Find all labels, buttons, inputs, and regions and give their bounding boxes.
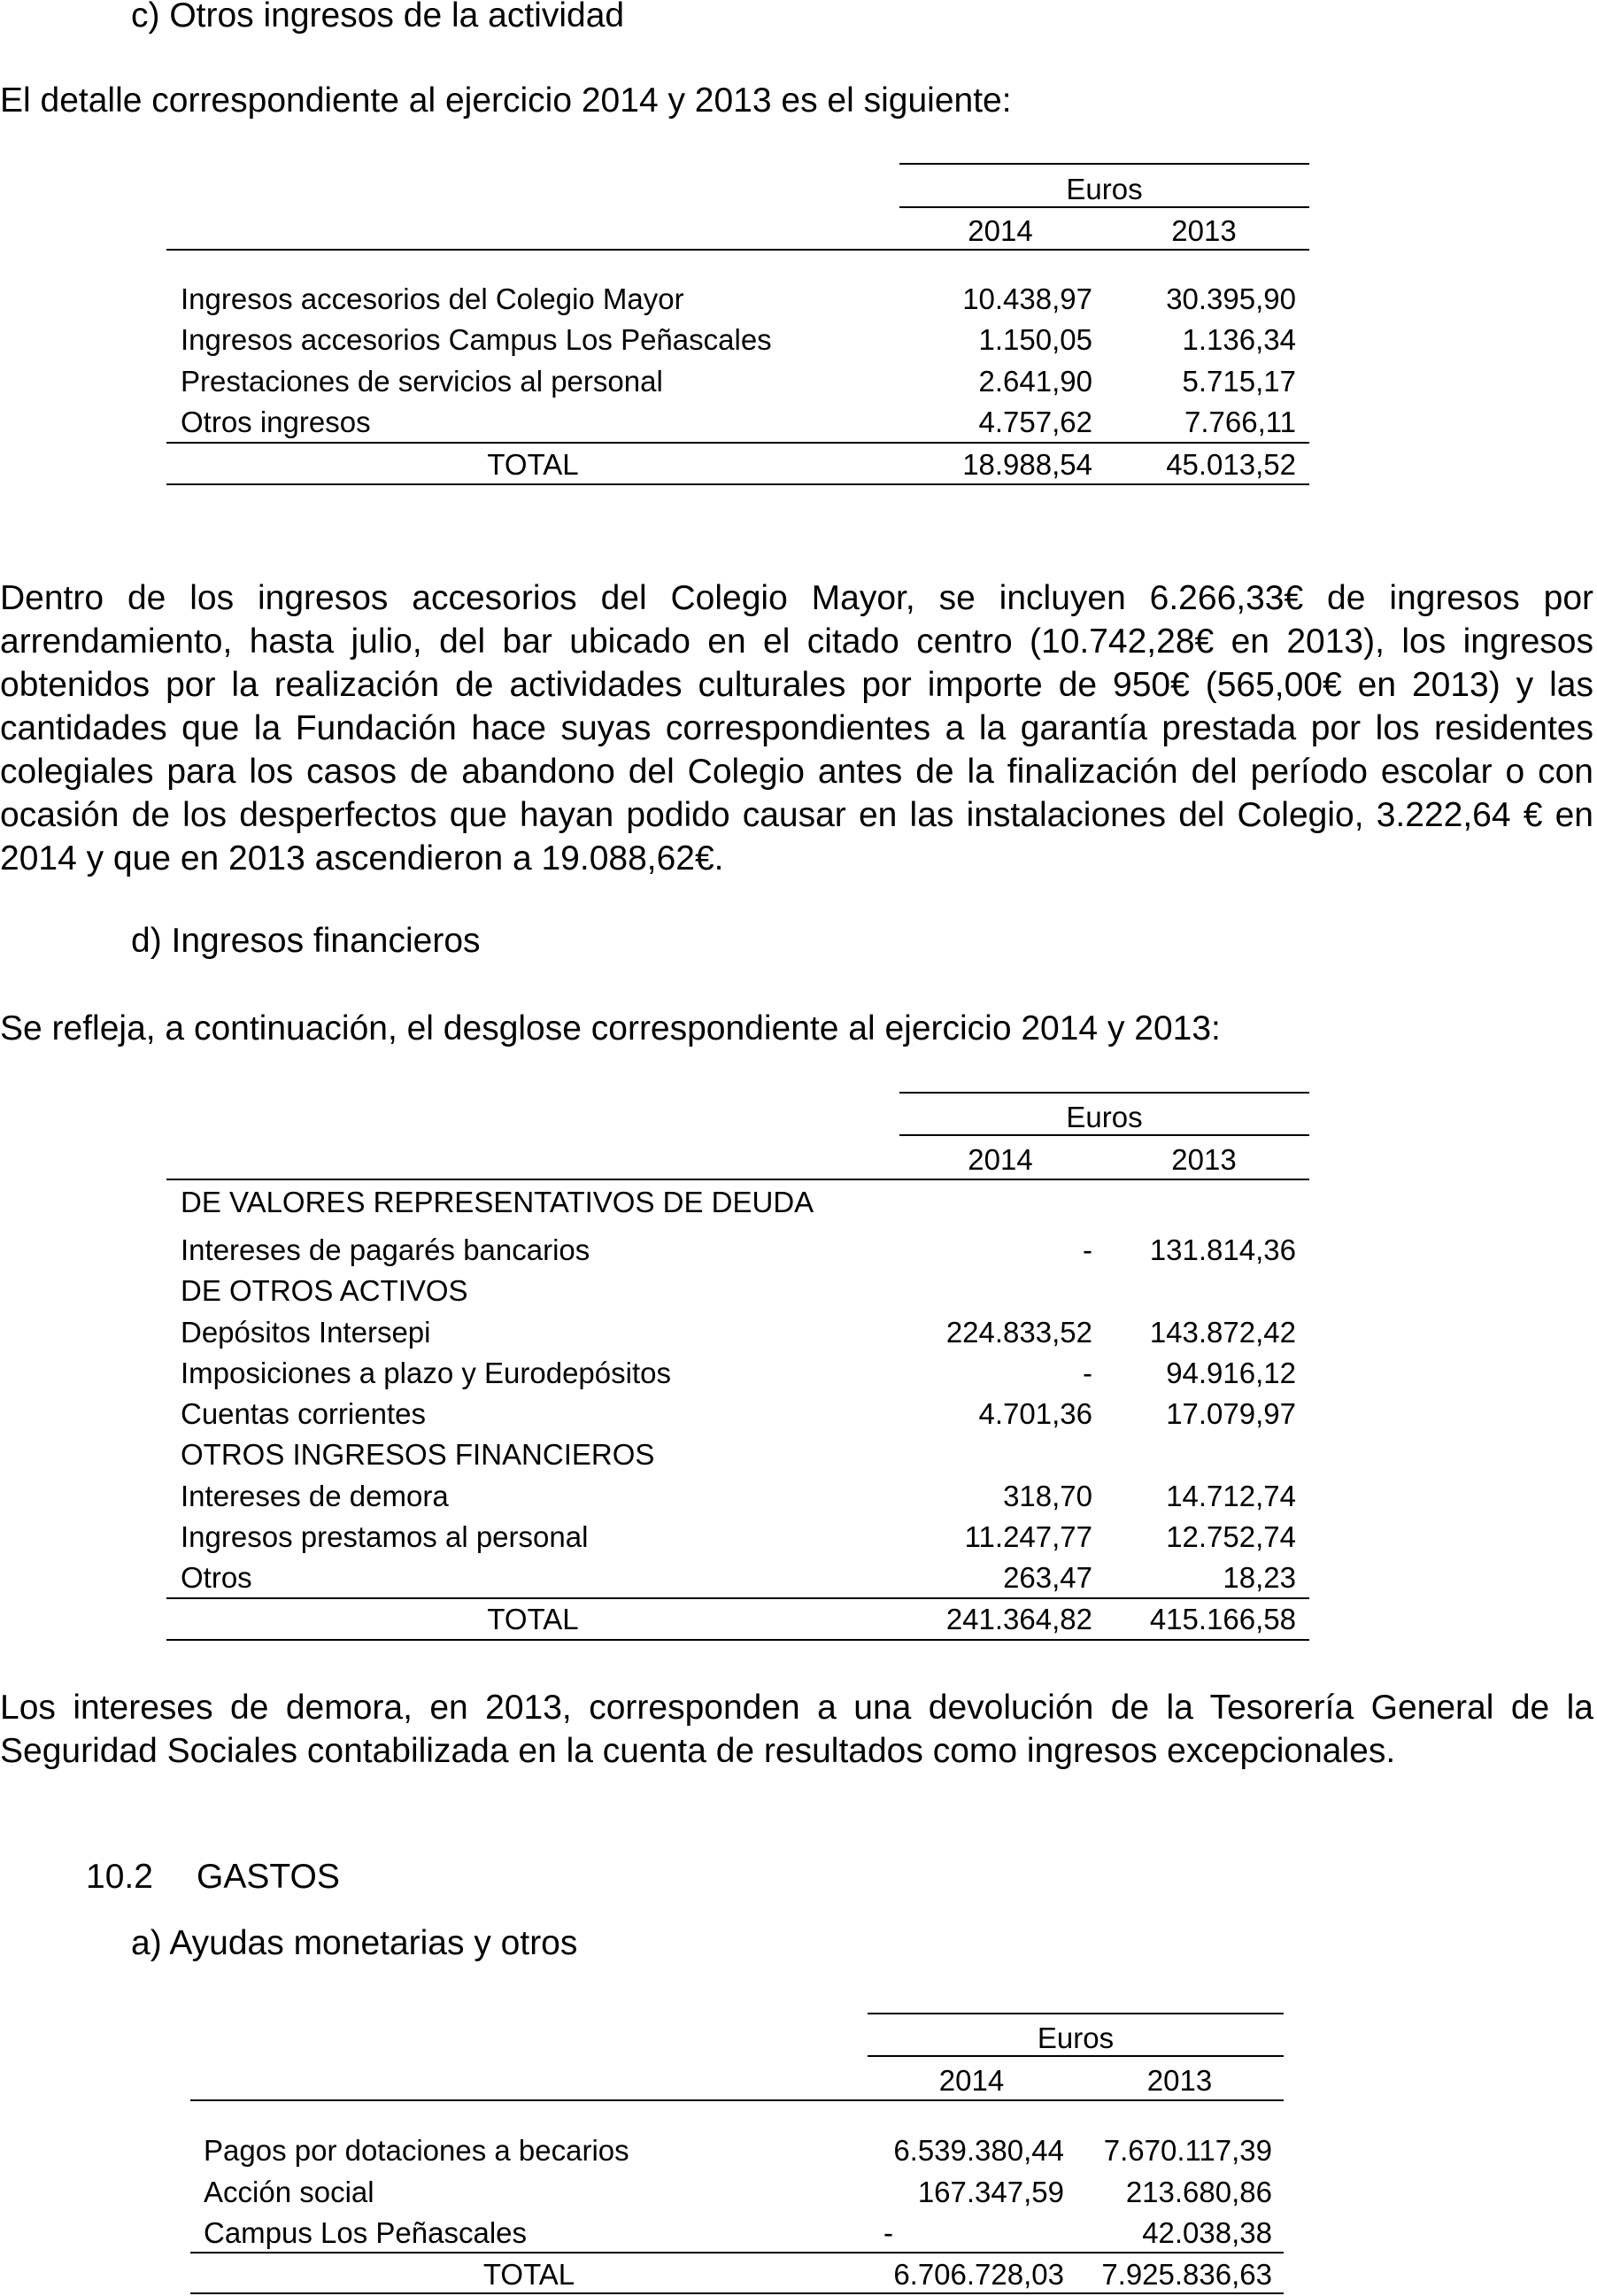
column-header-2014: 2014 xyxy=(938,2064,1005,2097)
value-2013: 213.680,86 xyxy=(1125,2176,1272,2208)
row-label: Intereses de demora xyxy=(181,1480,449,1512)
value-2014: 10.438,97 xyxy=(962,282,1092,315)
value-2014: 4.757,62 xyxy=(978,406,1092,438)
column-header-2014: 2014 xyxy=(968,1143,1033,1176)
value-2013: 42.038,38 xyxy=(1142,2216,1272,2249)
table-rule xyxy=(868,2013,1284,2014)
row-label: Ingresos prestamos al personal xyxy=(181,1520,589,1553)
table-rule xyxy=(190,2252,1284,2253)
row-label: Campus Los Peñascales xyxy=(204,2216,528,2249)
value-2014: - xyxy=(883,2216,893,2249)
value-2013: 1.136,34 xyxy=(1182,323,1296,356)
column-header-2013: 2013 xyxy=(1171,1143,1237,1176)
value-2013: 143.872,42 xyxy=(1149,1316,1296,1349)
category-label: DE OTROS ACTIVOS xyxy=(181,1274,468,1307)
unit-header: Euros xyxy=(1066,173,1143,205)
table-rule xyxy=(166,1179,1309,1180)
total-label: TOTAL xyxy=(482,2258,575,2291)
value-2013: 18,23 xyxy=(1223,1561,1296,1594)
value-2013: 17.079,97 xyxy=(1166,1397,1296,1430)
table-rule xyxy=(868,2055,1284,2057)
total-2014: 18.988,54 xyxy=(962,448,1092,481)
total-2014: 241.364,82 xyxy=(945,1603,1092,1635)
value-2013: 7.670.117,39 xyxy=(1103,2134,1272,2167)
row-label: Otros xyxy=(181,1561,252,1594)
section-c-heading: c) Otros ingresos de la actividad xyxy=(131,0,625,35)
row-label: Prestaciones de servicios al personal xyxy=(181,365,663,398)
table-rule xyxy=(166,442,1309,444)
total-label: TOTAL xyxy=(487,1603,579,1635)
value-2013: 94.916,12 xyxy=(1166,1357,1296,1389)
row-label: Pagos por dotaciones a becarios xyxy=(204,2134,629,2167)
value-2013: 7.766,11 xyxy=(1184,406,1296,438)
total-2013: 415.166,58 xyxy=(1149,1603,1296,1635)
table-rule xyxy=(899,1134,1309,1136)
row-label: Intereses de pagarés bancarios xyxy=(181,1233,590,1266)
table-rule xyxy=(166,1639,1309,1641)
category-label: OTROS INGRESOS FINANCIEROS xyxy=(181,1438,655,1471)
value-2014: 167.347,59 xyxy=(917,2176,1064,2208)
table-rule xyxy=(899,163,1309,165)
unit-header: Euros xyxy=(1066,1101,1143,1133)
column-header-2014: 2014 xyxy=(968,214,1033,247)
value-2014: - xyxy=(1083,1233,1092,1266)
value-2014: 318,70 xyxy=(1003,1480,1092,1512)
value-2013: 14.712,74 xyxy=(1166,1480,1296,1512)
value-2014: 1.150,05 xyxy=(978,323,1092,356)
column-header-2013: 2013 xyxy=(1146,2064,1213,2097)
value-2014: 2.641,90 xyxy=(978,365,1092,398)
section-c-intro: El detalle correspondiente al ejercicio 2014 y 2013 es el siguiente: xyxy=(0,81,1012,120)
category-label: DE VALORES REPRESENTATIVOS DE DEUDA xyxy=(181,1186,814,1218)
value-2014: - xyxy=(1083,1357,1092,1389)
row-label: Ingresos accesorios del Colegio Mayor xyxy=(181,282,684,315)
value-2013: 5.715,17 xyxy=(1182,365,1296,398)
value-2013: 131.814,36 xyxy=(1149,1233,1296,1266)
row-label: Cuentas corrientes xyxy=(181,1397,426,1430)
unit-header: Euros xyxy=(1037,2022,1115,2054)
row-label: Ingresos accesorios Campus Los Peñascales xyxy=(181,323,772,356)
section-title: GASTOS xyxy=(197,1858,340,1896)
value-2014: 224.833,52 xyxy=(945,1316,1092,1349)
value-2014: 263,47 xyxy=(1003,1561,1092,1594)
value-2014: 11.247,77 xyxy=(964,1520,1092,1553)
row-label: Imposiciones a plazo y Eurodepósitos xyxy=(181,1357,671,1389)
table-rule xyxy=(166,249,1309,251)
table-rule xyxy=(166,483,1309,485)
total-label: TOTAL xyxy=(487,448,579,481)
section-c-paragraph: Dentro de los ingresos accesorios del Colegio Mayor, se incluyen 6.266,33€ de ingresos por arrendamiento, hasta julio, del bar ubicado en el citado centro (10.742,28€ en 2013), los ingresos obtenidos por la realización de actividades culturales por importe de 950€ (565,00€ en 2013) y las cantidades que la Fundación hace suyas correspondientes a la garantía prestada por los residentes colegiales para los casos de abandono del Colegio antes de la finalización del período escolar o con ocasión de los desperfectos que hayan podido causar en las instalaciones del Colegio, 3.222,64 € en 2014 y que en 2013 ascendieron a 19.088,62€. xyxy=(0,579,1593,877)
section-number: 10.2 xyxy=(86,1858,153,1896)
table-rule xyxy=(190,2099,1284,2101)
column-header-2013: 2013 xyxy=(1171,214,1237,247)
section-d-intro: Se refleja, a continuación, el desglose correspondiente al ejercicio 2014 y 2013: xyxy=(0,1009,1221,1048)
value-2014: 6.539.380,44 xyxy=(893,2134,1064,2167)
table-rule xyxy=(899,1092,1309,1094)
section-a-heading: a) Ayudas monetarias y otros xyxy=(131,1924,578,1962)
row-label: Acción social xyxy=(204,2176,374,2208)
value-2013: 12.752,74 xyxy=(1166,1520,1296,1553)
table-rule xyxy=(190,2292,1284,2294)
total-2013: 7.925.836,63 xyxy=(1101,2258,1272,2291)
value-2014: 4.701,36 xyxy=(978,1397,1092,1430)
total-2014: 6.706.728,03 xyxy=(893,2258,1064,2291)
table-rule xyxy=(166,1597,1309,1599)
table-rule xyxy=(899,206,1309,208)
section-d-heading: d) Ingresos financieros xyxy=(131,922,481,960)
row-label: Depósitos Intersepi xyxy=(181,1316,431,1349)
row-label: Otros ingresos xyxy=(181,406,371,438)
value-2013: 30.395,90 xyxy=(1166,282,1296,315)
section-d-paragraph: Los intereses de demora, en 2013, corresponden a una devolución de la Tesorería General de la Seguridad Sociales contabilizada en la cuenta de resultados como ingresos excepcionales. xyxy=(0,1689,1593,1770)
total-2013: 45.013,52 xyxy=(1166,448,1296,481)
